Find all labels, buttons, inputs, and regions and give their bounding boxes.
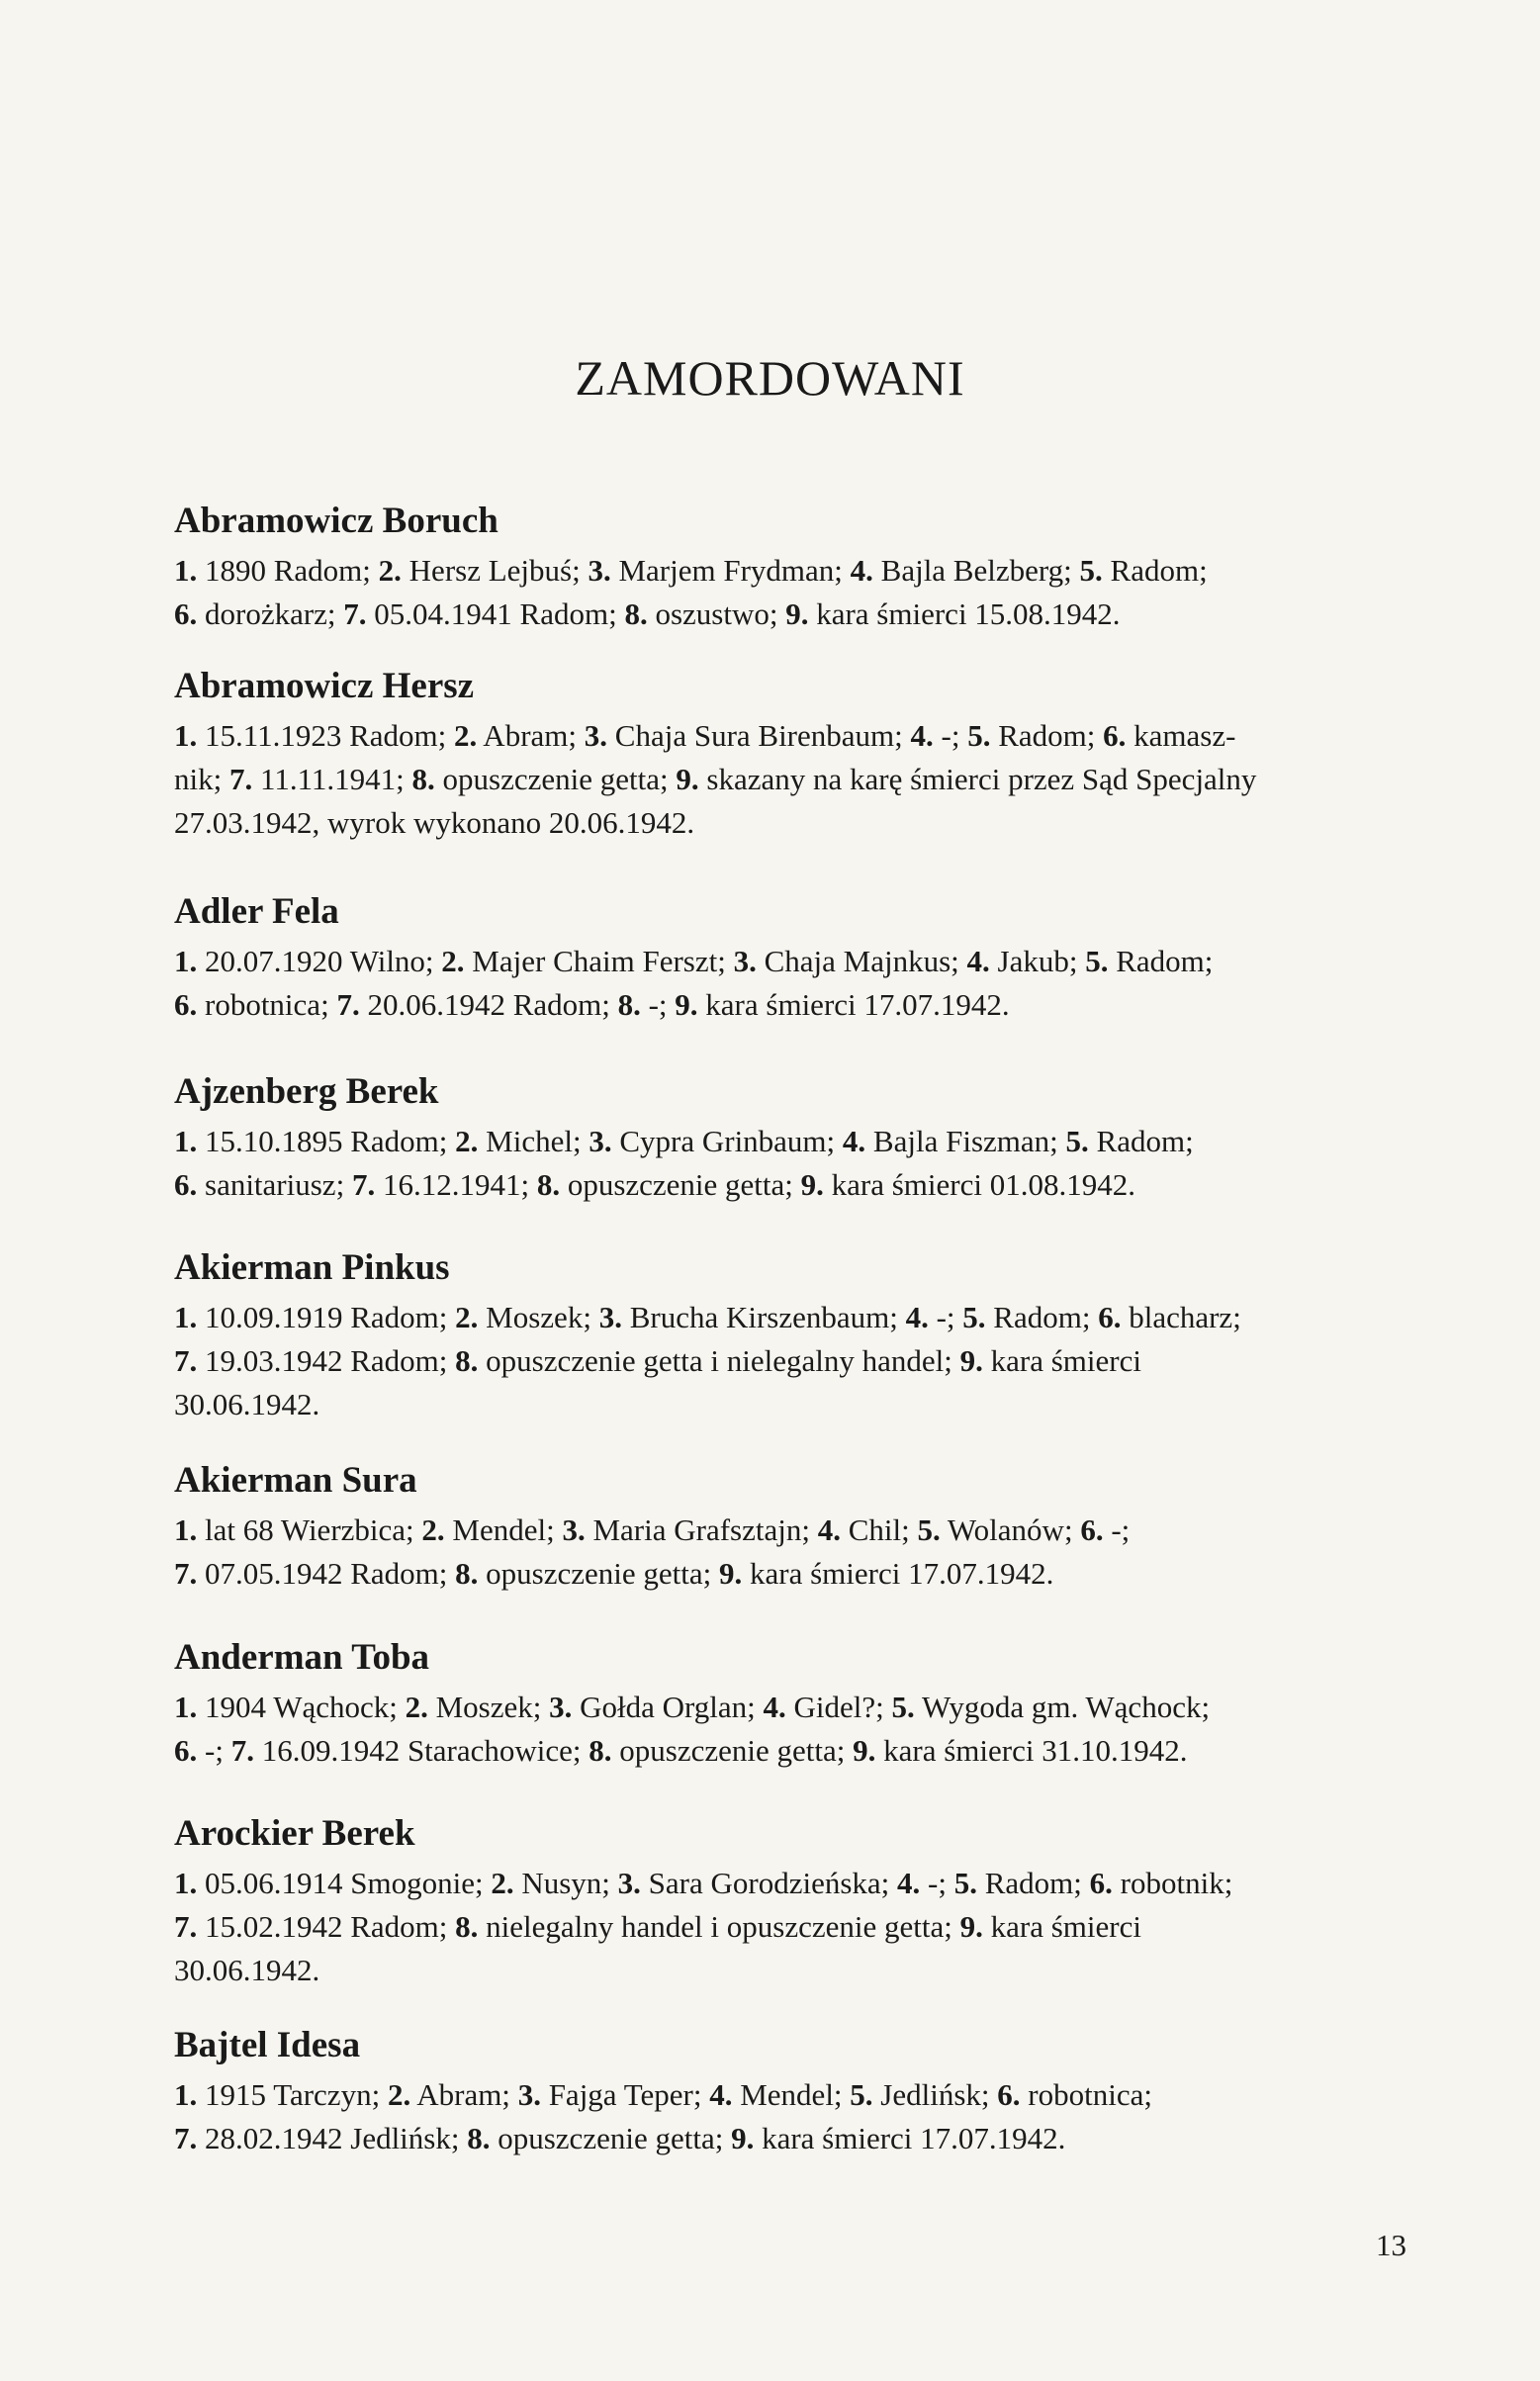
field-number: 6. (174, 596, 198, 631)
entry-name: Adler Fela (174, 891, 339, 932)
field-number: 3. (598, 1300, 622, 1334)
field-number: 7. (174, 1343, 198, 1378)
field-value: 15.10.1895 Radom; (197, 1124, 456, 1158)
field-value: dorożkarz; (197, 596, 344, 631)
field-number: 6. (174, 987, 198, 1022)
field-value: 16.09.1942 Starachowice; (253, 1733, 589, 1768)
field-value: kara śmierci 31.10.1942. (875, 1733, 1188, 1768)
field-value: Majer Chaim Ferszt; (464, 944, 734, 978)
field-value: 20.06.1942 Radom; (359, 987, 618, 1022)
field-number: 8. (455, 1556, 479, 1591)
field-number: 4. (966, 944, 990, 978)
field-number: 9. (719, 1556, 743, 1591)
field-value: kara śmierci 17.07.1942. (742, 1556, 1054, 1591)
field-number: 3. (549, 1690, 573, 1724)
field-value: oszustwo; (647, 596, 786, 631)
field-value: lat 68 Wierzbica; (197, 1512, 422, 1547)
field-value: 05.04.1941 Radom; (366, 596, 625, 631)
field-value: kara śmierci 15.08.1942. (808, 596, 1121, 631)
field-value: -; (197, 1733, 231, 1768)
entry-line (174, 801, 1401, 845)
entry-name: Akierman Sura (174, 1460, 417, 1501)
entry (174, 1244, 1401, 1426)
field-number: 8. (589, 1733, 612, 1768)
field-value: kara śmierci (982, 1909, 1141, 1944)
field-value: nik; (174, 762, 229, 796)
field-number: 4. (850, 553, 873, 588)
field-number: 8. (536, 1167, 561, 1202)
entry-line (174, 1729, 1401, 1773)
page-title: ZAMORDOWANI (575, 350, 965, 406)
entry (174, 2022, 1401, 2160)
entry-line (174, 593, 1401, 636)
field-value: Nusyn; (513, 1866, 618, 1900)
field-value: Abram; (410, 2077, 518, 2112)
field-number: 1. (174, 1300, 198, 1334)
field-value: Wolanów; (940, 1512, 1081, 1547)
field-number: 9. (785, 596, 809, 631)
field-value: Radom; (1088, 1124, 1194, 1158)
field-value: kara śmierci (982, 1343, 1141, 1378)
field-number: 8. (455, 1343, 479, 1378)
field-value: Sara Gorodzieńska; (640, 1866, 898, 1900)
field-value: Abram; (477, 718, 585, 753)
field-value: robotnica; (1020, 2077, 1152, 2112)
field-number: 4. (709, 2077, 733, 2112)
field-value: -; (933, 718, 968, 753)
entry (174, 1634, 1401, 1773)
entry-line (174, 758, 1401, 801)
field-number: 5. (917, 1512, 941, 1547)
field-number: 9. (731, 2121, 755, 2155)
field-number: 9. (959, 1343, 983, 1378)
field-number: 2. (455, 1124, 479, 1158)
field-number: 8. (411, 762, 435, 796)
entry-line (174, 1949, 1401, 1992)
field-value: 1890 Radom; (197, 553, 379, 588)
field-value: opuszczenie getta; (490, 2121, 732, 2155)
field-value: sanitariusz; (197, 1167, 352, 1202)
field-number: 1. (174, 2077, 198, 2112)
entry (174, 663, 1401, 845)
field-number: 2. (441, 944, 465, 978)
field-value: Jedlińsk; (872, 2077, 998, 2112)
field-number: 5. (891, 1690, 915, 1724)
field-number: 1. (174, 944, 198, 978)
field-value: 16.12.1941; (375, 1167, 537, 1202)
field-value: Marjem Frydman; (610, 553, 851, 588)
field-value: Gidel?; (785, 1690, 892, 1724)
field-value: skazany na karę śmierci przez Sąd Specjalny (698, 762, 1257, 796)
field-number: 2. (455, 1300, 479, 1334)
field-value: Cypra Grinbaum; (611, 1124, 843, 1158)
field-value: Mendel; (444, 1512, 563, 1547)
field-value: 30.06.1942. (174, 1953, 320, 1987)
field-value: -; (1103, 1512, 1131, 1547)
field-value: Maria Grafsztajn; (585, 1512, 818, 1547)
field-value: Radom; (990, 718, 1104, 753)
field-number: 4. (842, 1124, 866, 1158)
entry-line (174, 1686, 1401, 1729)
field-value: opuszczenie getta; (434, 762, 677, 796)
entry (174, 1457, 1401, 1596)
entry-name: Bajtel Idesa (174, 2025, 361, 2065)
entry-line (174, 1296, 1401, 1339)
field-number: 7. (230, 1733, 254, 1768)
field-number: 1. (174, 718, 198, 753)
field-number: 1. (174, 1690, 198, 1724)
field-number: 2. (405, 1690, 428, 1724)
field-value: 20.07.1920 Wilno; (197, 944, 442, 978)
entry-line (174, 2117, 1401, 2160)
field-number: 3. (588, 553, 611, 588)
entry-line (174, 714, 1401, 758)
field-value: opuszczenie getta i nielegalny handel; (478, 1343, 960, 1378)
entry-name: Arockier Berek (174, 1813, 415, 1854)
field-number: 2. (491, 1866, 514, 1900)
field-value: 07.05.1942 Radom; (197, 1556, 456, 1591)
field-value: 19.03.1942 Radom; (197, 1343, 456, 1378)
field-value: Moszek; (427, 1690, 550, 1724)
entry-line (174, 1120, 1401, 1163)
field-value: kara śmierci 17.07.1942. (754, 2121, 1066, 2155)
field-value: Radom; (976, 1866, 1090, 1900)
entry (174, 888, 1401, 1027)
field-number: 6. (174, 1167, 198, 1202)
field-number: 7. (174, 1909, 198, 1944)
entry-line (174, 1905, 1401, 1949)
field-value: blacharz; (1121, 1300, 1241, 1334)
field-value: 30.06.1942. (174, 1387, 320, 1421)
field-number: 7. (336, 987, 360, 1022)
entry-name: Abramowicz Boruch (174, 501, 498, 541)
field-number: 9. (800, 1167, 824, 1202)
field-value: Chaja Majnkus; (756, 944, 967, 978)
field-value: kamasz- (1126, 718, 1236, 753)
page-number: 13 (1376, 2228, 1406, 2262)
entry-line (174, 549, 1401, 593)
field-value: 27.03.1942, wyrok wykonano 20.06.1942. (174, 805, 695, 840)
field-number: 4. (763, 1690, 786, 1724)
field-number: 5. (953, 1866, 977, 1900)
field-value: Radom; (985, 1300, 1099, 1334)
field-number: 6. (1089, 1866, 1113, 1900)
field-value: Bajla Fiszman; (865, 1124, 1066, 1158)
field-number: 3. (562, 1512, 586, 1547)
field-value: 15.11.1923 Radom; (197, 718, 455, 753)
entry-line (174, 940, 1401, 983)
field-number: 2. (421, 1512, 445, 1547)
entry-line (174, 1339, 1401, 1383)
field-value: kara śmierci 17.07.1942. (697, 987, 1010, 1022)
entry (174, 1068, 1401, 1207)
field-number: 7. (174, 1556, 198, 1591)
field-number: 4. (910, 718, 934, 753)
field-value: Hersz Lejbuś; (401, 553, 589, 588)
field-number: 8. (467, 2121, 491, 2155)
field-number: 4. (897, 1866, 921, 1900)
field-value: Fajga Teper; (540, 2077, 710, 2112)
field-number: 5. (967, 718, 991, 753)
field-number: 2. (454, 718, 478, 753)
field-value: Bajla Belzberg; (872, 553, 1080, 588)
field-value: Brucha Kirszenbaum; (621, 1300, 906, 1334)
field-number: 1. (174, 1866, 198, 1900)
entry (174, 1810, 1401, 1992)
entry-line (174, 2073, 1401, 2117)
field-number: 5. (962, 1300, 986, 1334)
entry-name: Ajzenberg Berek (174, 1071, 439, 1112)
entry-line (174, 1552, 1401, 1596)
field-number: 1. (174, 553, 198, 588)
field-number: 1. (174, 1124, 198, 1158)
field-number: 6. (1080, 1512, 1104, 1547)
field-value: Radom; (1102, 553, 1208, 588)
field-value: -; (640, 987, 676, 1022)
field-value: -; (920, 1866, 954, 1900)
field-number: 5. (850, 2077, 873, 2112)
entry (174, 498, 1401, 636)
field-value: opuszczenie getta; (560, 1167, 801, 1202)
field-value: 11.11.1941; (252, 762, 412, 796)
field-value: 10.09.1919 Radom; (197, 1300, 456, 1334)
field-number: 9. (676, 762, 699, 796)
field-number: 3. (584, 718, 608, 753)
field-value: 05.06.1914 Smogonie; (197, 1866, 492, 1900)
field-value: 15.02.1942 Radom; (197, 1909, 456, 1944)
field-number: 9. (959, 1909, 983, 1944)
field-number: 6. (1103, 718, 1127, 753)
field-number: 5. (1079, 553, 1103, 588)
field-number: 7. (228, 762, 253, 796)
field-number: 2. (378, 553, 402, 588)
field-value: Chil; (840, 1512, 918, 1547)
entry-line (174, 1862, 1401, 1905)
field-number: 5. (1085, 944, 1109, 978)
field-value: Moszek; (478, 1300, 599, 1334)
field-value: Chaja Sura Birenbaum; (607, 718, 911, 753)
field-number: 7. (343, 596, 367, 631)
field-number: 8. (455, 1909, 479, 1944)
entry-line (174, 1509, 1401, 1552)
field-number: 7. (351, 1167, 376, 1202)
field-value: nielegalny handel i opuszczenie getta; (478, 1909, 960, 1944)
field-value: Michel; (478, 1124, 589, 1158)
field-number: 2. (387, 2077, 411, 2112)
field-number: 3. (589, 1124, 612, 1158)
entry-name: Akierman Pinkus (174, 1247, 450, 1288)
field-number: 5. (1065, 1124, 1089, 1158)
entry-name: Anderman Toba (174, 1637, 430, 1678)
field-value: -; (928, 1300, 963, 1334)
entry-line (174, 1163, 1401, 1207)
field-number: 3. (733, 944, 757, 978)
entry-name: Abramowicz Hersz (174, 666, 475, 706)
field-value: Jakub; (989, 944, 1086, 978)
field-value: robotnica; (197, 987, 337, 1022)
field-number: 7. (174, 2121, 198, 2155)
field-number: 4. (817, 1512, 841, 1547)
field-number: 3. (517, 2077, 541, 2112)
field-value: opuszczenie getta; (478, 1556, 720, 1591)
field-value: 1915 Tarczyn; (197, 2077, 388, 2112)
field-number: 9. (675, 987, 698, 1022)
field-number: 9. (853, 1733, 876, 1768)
field-number: 1. (174, 1512, 198, 1547)
field-value: kara śmierci 01.08.1942. (823, 1167, 1135, 1202)
field-number: 4. (905, 1300, 929, 1334)
field-value: Gołda Orglan; (572, 1690, 764, 1724)
field-value: Wygoda gm. Wąchock; (914, 1690, 1211, 1724)
field-value: 28.02.1942 Jedlińsk; (197, 2121, 468, 2155)
field-number: 8. (624, 596, 648, 631)
field-number: 6. (174, 1733, 198, 1768)
field-number: 6. (997, 2077, 1021, 2112)
field-value: Mendel; (732, 2077, 851, 2112)
field-value: Radom; (1108, 944, 1214, 978)
field-number: 8. (617, 987, 641, 1022)
entry-line (174, 983, 1401, 1027)
field-number: 6. (1098, 1300, 1122, 1334)
field-value: opuszczenie getta; (611, 1733, 854, 1768)
field-value: 1904 Wąchock; (197, 1690, 406, 1724)
field-number: 3. (617, 1866, 641, 1900)
entry-line (174, 1383, 1401, 1426)
field-value: robotnik; (1112, 1866, 1233, 1900)
